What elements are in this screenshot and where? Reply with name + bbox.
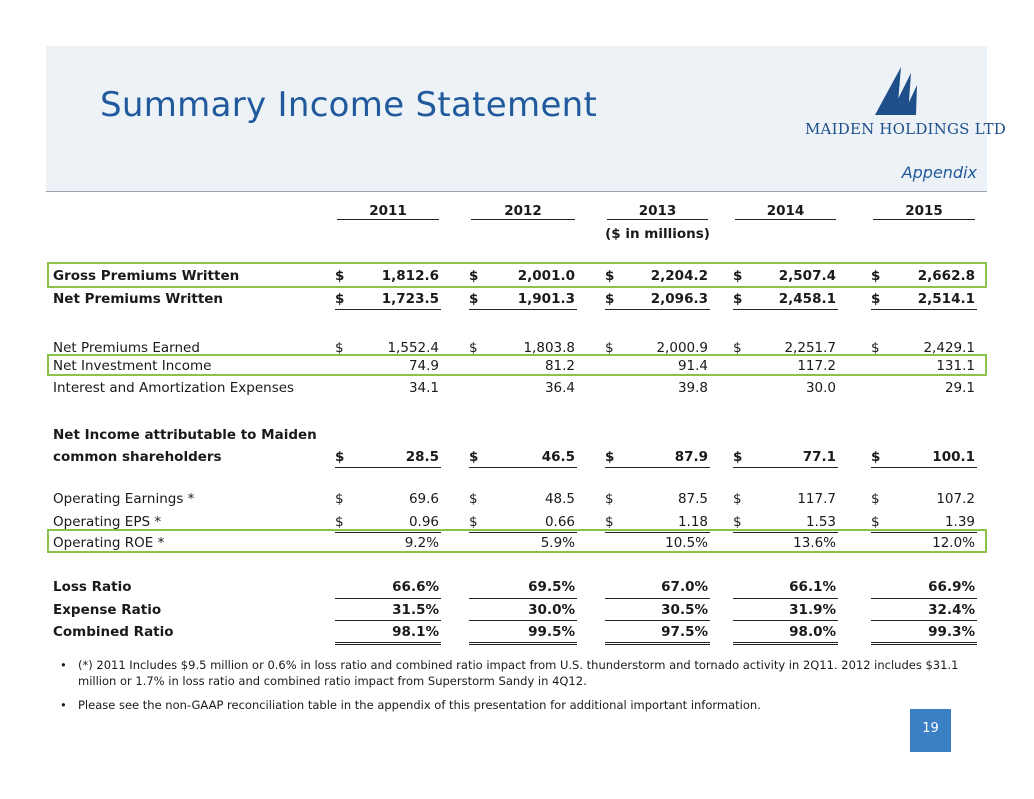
- table-cell-value: 46.5: [541, 449, 575, 465]
- year-header-underline: [873, 219, 975, 220]
- table-cell-value: 66.9%: [928, 579, 975, 595]
- table-cell-value: 28.5: [405, 449, 439, 465]
- table-cell-value: 2,251.7: [784, 340, 836, 356]
- row-label: Operating ROE *: [53, 535, 165, 551]
- dollar-sign: $: [733, 291, 743, 307]
- cell-underline: [605, 598, 710, 599]
- row-label: Net Income attributable to Maiden: [53, 427, 317, 443]
- dollar-sign: $: [469, 291, 479, 307]
- year-header-underline: [471, 219, 575, 220]
- dollar-sign: $: [733, 340, 742, 356]
- table-cell-value: 9.2%: [404, 535, 439, 551]
- dollar-sign: $: [605, 449, 615, 465]
- table-cell-value: 0.66: [544, 514, 575, 530]
- bullet: •: [60, 698, 67, 712]
- row-label: Net Premiums Earned: [53, 340, 200, 356]
- cell-underline: [871, 598, 977, 599]
- table-cell-value: 34.1: [408, 380, 439, 396]
- table-cell-value: 1,723.5: [381, 291, 439, 307]
- row-label: Combined Ratio: [53, 624, 174, 640]
- table-cell-value: 2,662.8: [917, 268, 975, 284]
- page-title: Summary Income Statement: [100, 85, 598, 125]
- table-cell-value: 1,803.8: [523, 340, 575, 356]
- table-cell-value: 2,429.1: [923, 340, 975, 356]
- table-cell-value: 99.3%: [928, 624, 975, 640]
- dollar-sign: $: [469, 340, 478, 356]
- dollar-sign: $: [871, 449, 881, 465]
- cell-double-underline: [605, 642, 710, 645]
- table-cell-value: 2,204.2: [650, 268, 708, 284]
- cell-underline: [335, 620, 441, 621]
- row-label: Operating Earnings *: [53, 491, 195, 507]
- table-cell-value: 131.1: [936, 358, 975, 374]
- section-label: Appendix: [901, 163, 977, 182]
- bullet: •: [60, 658, 67, 672]
- table-cell-value: 2,458.1: [778, 291, 836, 307]
- dollar-sign: $: [335, 268, 345, 284]
- row-label: Gross Premiums Written: [53, 268, 240, 284]
- table-cell-value: 81.2: [544, 358, 575, 374]
- dollar-sign: $: [335, 491, 344, 507]
- dollar-sign: $: [605, 291, 615, 307]
- cell-underline: [469, 598, 577, 599]
- highlight-net-investment: [47, 354, 987, 376]
- row-label: Expense Ratio: [53, 602, 162, 618]
- cell-underline: [733, 598, 838, 599]
- units-label: ($ in millions): [605, 226, 710, 242]
- table-cell-value: 69.5%: [528, 579, 575, 595]
- table-cell-value: 87.5: [677, 491, 708, 507]
- dollar-sign: $: [871, 268, 881, 284]
- dollar-sign: $: [871, 491, 880, 507]
- cell-underline: [605, 309, 710, 310]
- table-cell-value: 5.9%: [540, 535, 575, 551]
- dollar-sign: $: [469, 514, 478, 530]
- dollar-sign: $: [335, 514, 344, 530]
- table-cell-value: 66.1%: [789, 579, 836, 595]
- year-header: 2013: [638, 203, 677, 219]
- table-cell-value: 66.6%: [392, 579, 439, 595]
- cell-double-underline: [469, 642, 577, 645]
- row-label: Operating EPS *: [53, 514, 162, 530]
- footnote: [60, 697, 960, 713]
- table-cell-value: 36.4: [544, 380, 575, 396]
- dollar-sign: $: [605, 340, 614, 356]
- table-cell-value: 30.5%: [661, 602, 708, 618]
- cell-underline: [605, 620, 710, 621]
- table-cell-value: 74.9: [408, 358, 439, 374]
- table-cell-value: 31.9%: [789, 602, 836, 618]
- table-cell-value: 98.0%: [789, 624, 836, 640]
- dollar-sign: $: [871, 514, 880, 530]
- dollar-sign: $: [733, 514, 742, 530]
- cell-underline: [335, 309, 441, 310]
- cell-double-underline: [733, 642, 838, 645]
- cell-underline: [469, 620, 577, 621]
- table-cell-value: 99.5%: [528, 624, 575, 640]
- dollar-sign: $: [469, 449, 479, 465]
- cell-underline: [733, 309, 838, 310]
- year-header: 2012: [504, 203, 542, 219]
- footnote: [60, 657, 960, 689]
- year-header-underline: [607, 219, 708, 220]
- cell-double-underline: [871, 642, 977, 645]
- cell-double-underline: [335, 642, 441, 645]
- table-cell-value: 2,507.4: [778, 268, 836, 284]
- table-cell-value: 12.0%: [932, 535, 975, 551]
- table-cell-value: 48.5: [544, 491, 575, 507]
- dollar-sign: $: [335, 449, 345, 465]
- dollar-sign: $: [335, 340, 344, 356]
- table-cell-value: 87.9: [674, 449, 708, 465]
- dollar-sign: $: [469, 491, 478, 507]
- footnote-text: Please see the non-GAAP reconciliation table in the appendix of this presentation for additional important information.: [78, 698, 761, 712]
- table-cell-value: 30.0: [805, 380, 836, 396]
- year-header: 2014: [766, 203, 805, 219]
- table-cell-value: 67.0%: [661, 579, 708, 595]
- cell-underline: [469, 309, 577, 310]
- row-label: common shareholders: [53, 449, 222, 465]
- cell-underline: [335, 467, 441, 468]
- table-cell-value: 98.1%: [392, 624, 439, 640]
- table-cell-value: 39.8: [677, 380, 708, 396]
- table-cell-value: 30.0%: [528, 602, 575, 618]
- year-header: 2011: [369, 203, 407, 219]
- cell-underline: [605, 467, 710, 468]
- table-cell-value: 1,552.4: [387, 340, 439, 356]
- table-cell-value: 2,096.3: [650, 291, 708, 307]
- table-cell-value: 2,514.1: [917, 291, 975, 307]
- cell-underline: [871, 620, 977, 621]
- table-cell-value: 1.53: [805, 514, 836, 530]
- cell-underline: [871, 309, 977, 310]
- dollar-sign: $: [733, 449, 743, 465]
- table-cell-value: 69.6: [408, 491, 439, 507]
- dollar-sign: $: [605, 514, 614, 530]
- dollar-sign: $: [871, 291, 881, 307]
- header-divider: [46, 191, 987, 192]
- table-cell-value: 31.5%: [392, 602, 439, 618]
- table-cell-value: 32.4%: [928, 602, 975, 618]
- dollar-sign: $: [605, 491, 614, 507]
- table-cell-value: 117.7: [797, 491, 836, 507]
- row-label: Net Investment Income: [53, 358, 212, 374]
- dollar-sign: $: [733, 491, 742, 507]
- cell-underline: [469, 467, 577, 468]
- table-cell-value: 91.4: [677, 358, 708, 374]
- table-cell-value: 97.5%: [661, 624, 708, 640]
- footnotes: [60, 657, 960, 721]
- table-cell-value: 13.6%: [793, 535, 836, 551]
- table-cell-value: 29.1: [944, 380, 975, 396]
- year-header: 2015: [905, 203, 943, 219]
- row-label: Loss Ratio: [53, 579, 132, 595]
- dollar-sign: $: [335, 291, 345, 307]
- table-cell-value: 117.2: [797, 358, 836, 374]
- cell-underline: [335, 598, 441, 599]
- dollar-sign: $: [469, 268, 479, 284]
- dollar-sign: $: [871, 340, 880, 356]
- table-cell-value: 1,812.6: [381, 268, 439, 284]
- dollar-sign: $: [733, 268, 743, 284]
- footnote-text: (*) 2011 Includes $9.5 million or 0.6% in loss ratio and combined ratio impact from U.S. thunderstorm and tornado activity in 2Q11. 2012 includes $31.1 million or 1.7% in loss ratio and combined ratio impact from Superstorm Sandy in 4Q12.: [78, 658, 959, 688]
- dollar-sign: $: [605, 268, 615, 284]
- table-cell-value: 0.96: [408, 514, 439, 530]
- table-cell-value: 77.1: [802, 449, 836, 465]
- cell-underline: [733, 467, 838, 468]
- row-label: Net Premiums Written: [53, 291, 224, 307]
- cell-underline: [733, 620, 838, 621]
- highlight-gross-premiums: [47, 262, 987, 288]
- table-cell-value: 1.18: [677, 514, 708, 530]
- table-cell-value: 100.1: [932, 449, 975, 465]
- table-cell-value: 2,001.0: [517, 268, 575, 284]
- company-logo-text: MAIDEN HOLDINGS LTD: [805, 120, 1006, 138]
- cell-underline: [871, 467, 977, 468]
- row-label: Interest and Amortization Expenses: [53, 380, 295, 396]
- highlight-operating-roe: [47, 529, 987, 553]
- table-cell-value: 2,000.9: [656, 340, 708, 356]
- page-number: 19: [910, 709, 951, 752]
- table-cell-value: 10.5%: [665, 535, 708, 551]
- year-header-underline: [735, 219, 836, 220]
- table-cell-value: 1.39: [944, 514, 975, 530]
- table-cell-value: 107.2: [936, 491, 975, 507]
- year-header-underline: [337, 219, 439, 220]
- table-cell-value: 1,901.3: [517, 291, 575, 307]
